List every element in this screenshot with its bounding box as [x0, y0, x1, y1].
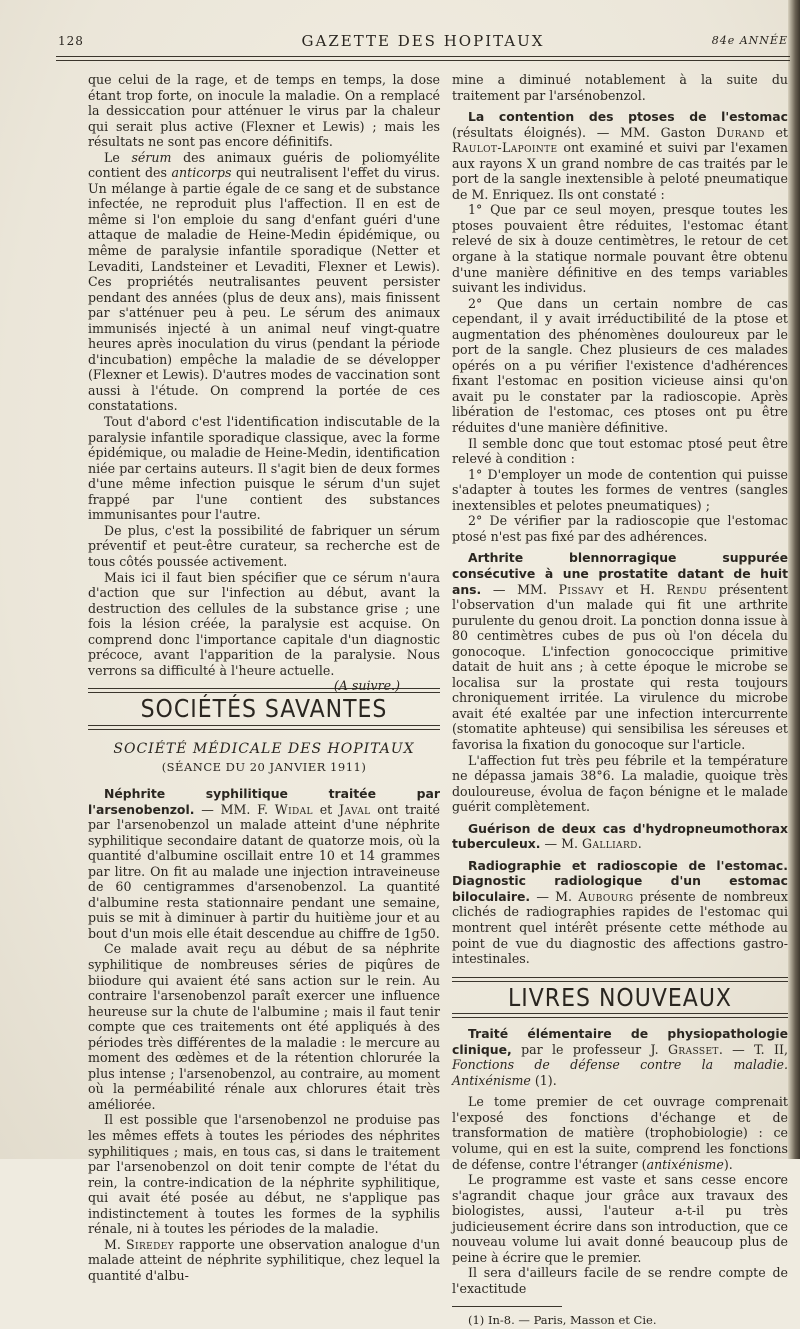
article-title: Néphrite syphilitique traitée par l'arsenobenzol.: [88, 785, 440, 817]
article-title: Guérison de deux cas d'hydropneumothorax tuberculeux.: [452, 820, 788, 852]
paragraph: Mais ici il faut bien spécifier que ce sérum n'aura d'action que sur l'infection au début, avant la destruction des cellules de la substance grise ; une fois la lésion créée, la paralysie est acquise. On comprend donc l'importance capitale d'un diagnostic précoce, avant l'apparition de la paralysie. Nous verrons sa difficulté à l'heure actuelle. (A suivre.): [88, 569, 440, 694]
paragraph: Le sérum des animaux guéris de poliomyélite contient des anticorps qui neutralisent l'effet du virus. Un mélange à partie égale de ce sang et de substance infectée, ne reproduit plus l'affection. Il en est de même si l'on emploie du sang d'enfant guéri d'une attaque de maladie de Heine-Medin épidémique, ou même de paralysie infantile sporadique (Netter et Levaditi, Landsteiner et Levaditi, Flexner et Lewis). Ces propriétés neutralisantes peuvent persister pendant des années (plus de deux ans), mais finissent par s'atténuer peu à peu. Le sérum des animaux immunisés injecté à un animal neuf vingt-quatre heures après inoculation du virus (pendant la période d'incubation) empêche la maladie de se développer (Flexner et Lewis). D'autres modes de vaccination sont aussi à l'étude. On comprend la portée de ces constatations.: [88, 149, 440, 414]
paragraph: Il semble donc que tout estomac ptosé peut être relevé à condition :: [452, 435, 788, 467]
paragraph: mine a diminué notablement à la suite du traitement par l'arsénobenzol.: [452, 72, 788, 103]
footnote: (1) In-8. — Paris, Masson et Cie.: [468, 1313, 657, 1328]
paragraph: Ce malade avait reçu au début de sa néphrite syphilitique de nombreuses séries de piqûres de biiodure qui avaient été sans action sur le rein. Au contraire l'arsenobenzol paraît exercer une influence heureuse sur la chute de l'albumine ; mais il faut tenir compte que ces traitements ont été appliqués à des périodes très différentes de la maladie : le mercure au moment des œdèmes et de la rétention chlorurée la plus intense ; l'arsenobenzol, au contraire, au moment où la perméabilité rénale aux chlorures était très améliorée.: [88, 941, 440, 1112]
paragraph: 1° Que par ce seul moyen, presque toutes les ptoses pouvaient être réduites, l'estomac étant relevé de six à douze centimètres, le retour de cet organe à la statique normale pouvant être obtenu d'une manière définitive en des temps variables suivant les individus.: [452, 202, 788, 296]
article-title: Arthrite blennorragique suppurée consécutive à une prostatite datant de huit ans.: [452, 550, 788, 597]
page-header: [58, 30, 788, 54]
paragraph: Il est possible que l'arsenobenzol ne produise pas les mêmes effets à toutes les périodes des néphrites syphilitiques ; mais, en tous cas, si dans le traitement par l'arsenobenzol on doit tenir compte de l'état du rein, la contre-indication de la néphrite syphilitique, qui avait été posée au début, ne s'applique pas indistinctement à toutes les formes de la syphilis rénale, ni à toutes les périodes de la maladie.: [88, 1112, 440, 1237]
article: Guérison de deux cas d'hydropneumothorax tuberculeux. — M. Galliard.: [452, 820, 788, 852]
paragraph: Le programme est vaste et sans cesse encore s'agrandit chaque jour grâce aux travaux des biologistes, aussi, l'auteur a-t-il pu très judicieusement écrire dans son introduction, que ce nouveau volume lui avait donné beaucoup plus de peine à écrire que le premier.: [452, 1172, 788, 1265]
article: Arthrite blennorragique suppurée consécutive à une prostatite datant de huit ans. — MM. Pissavy et H. Rendu présentent l'observation d'un malade qui fit une arthrite purulente du genou droit. La ponction donna issue à 80 centimètres cubes de pus où l'on décela du gonocoque. L'infection gonococcique primitive datait de huit ans ; à cette époque le microbe se localisa sur la prostate qui resta toujours chroniquement irritée. La virulence du microbe avait été exaltée par une infection intercurrente (stomatite aphteuse) qui sensibilisa les séreuses et favorisa la fixation du gonocoque sur l'article.: [452, 550, 788, 752]
journal-title: GAZETTE DES HOPITAUX: [301, 32, 545, 50]
section-title: LIVRES NOUVEAUX: [508, 983, 732, 1013]
article: Néphrite syphilitique traitée par l'arsenobenzol. — MM. F. Widal et Javal ont traité par l'arsenobenzol un malade atteint d'une néphrite syphilitique secondaire datant de quatorze mois, où la quantité d'albumine oscillait entre 10 et 14 grammes par litre. On fit au malade une injection intraveineuse de 60 centigrammes d'arsenobenzol. La quantité d'albumine resta stationnaire pendant une semaine, puis se mit à diminuer à partir du huitième jour et au bout d'un mois elle était descendue au chiffre de 1g50.: [88, 785, 440, 941]
paragraph: Il sera d'ailleurs facile de se rendre compte de l'exactitude: [452, 1265, 788, 1296]
journal-year: 84e ANNÉE: [711, 34, 788, 47]
article-title: Radiographie et radioscopie de l'estomac. Diagnostic radiologique d'un estomac biloculaire.: [452, 857, 788, 904]
paragraph: Le tome premier de cet ouvrage comprenait l'exposé des fonctions d'échange et de transformation de matière (trophobiologie) : ce volume, qui en est la suite, comprend les fonctions de défense, contre l'étranger (antixénisme).: [452, 1094, 788, 1172]
paragraph: Tout d'abord c'est l'identification indiscutable de la paralysie infantile sporadique classique, avec la forme épidémique, ou maladie de Heine-Medin, identification niée par certains auteurs. Il s'agit bien de deux formes d'une même infection puisque le sérum d'un sujet frappé par l'une contient des substances immunisantes pour l'autre.: [88, 414, 440, 523]
paragraph: De plus, c'est la possibilité de fabriquer un sérum préventif et peut-être curateur, sa recherche est de tous côtés poussée activement.: [88, 522, 440, 569]
section-header: [452, 977, 788, 1019]
paragraph: 1° D'employer un mode de contention qui puisse s'adapter à toutes les formes de ventres (sangles inextensibles et pelotes pneumatiques) ;: [452, 466, 788, 513]
book-review: Traité élémentaire de physiopathologie clinique, par le professeur J. Grasset. — T. II, Fonctions de défense contre la maladie. Antixénisme (1).: [452, 1026, 788, 1088]
book-title: Traité élémentaire de physiopathologie clinique,: [452, 1026, 788, 1057]
article: Radiographie et radioscopie de l'estomac. Diagnostic radiologique d'un estomac biloculaire. — M. Aubourg présente de nombreux clichés de radiographies rapides de l'estomac qui montrent quel intérêt présente cette méthode au point de vue du diagnostic des affections gastro-intestinales.: [452, 857, 788, 967]
left-column: [88, 72, 440, 1283]
paragraph: que celui de la rage, et de temps en temps, la dose étant trop forte, on inocule la maladie. On a remplacé la dessiccation pour atténuer le virus par la chaleur qui serait plus active (Flexner et Lewis) ; mais les résultats ne sont pas encore définitifs.: [88, 72, 440, 150]
footnote-rule: [452, 1306, 562, 1307]
article: La contention des ptoses de l'estomac (résultats éloignés). — MM. Gaston Durand et Raulot-Lapointe ont examiné et suivi par l'examen aux rayons X un grand nombre de cas traités par le port de la sangle inextensible à peloté pneumatique de M. Enriquez. Ils ont constaté :: [452, 109, 788, 202]
paragraph: M. Siredey rapporte une observation analogue d'un malade atteint de néphrite syphilitique, chez lequel la quantité d'albu-: [88, 1236, 440, 1283]
society-name: SOCIÉTÉ MÉDICALE DES HOPITAUX: [113, 740, 415, 757]
page-binding-edge: [788, 0, 800, 1159]
paragraph: 2° De vérifier par la radioscopie que l'estomac ptosé n'est pas fixé par des adhérences.: [452, 513, 788, 544]
session-date: (SÉANCE DU 20 JANVIER 1911): [161, 760, 367, 775]
paragraph: L'affection fut très peu fébrile et la température ne dépassa jamais 38°6. La maladie, quoique très douloureuse, évolua de façon bénigne et le malade guérit complètement.: [452, 752, 788, 815]
section-header: [88, 688, 440, 730]
header-rule: [56, 56, 790, 61]
paragraph: 2° Que dans un certain nombre de cas cependant, il y avait irréductibilité de la ptose et augmentation des phénomènes douloureux par le port de la sangle. Chez plusieurs de ces malades opérés on a pu vérifier l'existence d'adhérences fixant l'estomac en position vicieuse ainsi qu'on avait pu le constater par la radioscopie. Après libération de l'estomac, ces ptoses ont pu être réduites d'une manière définitive.: [452, 295, 788, 436]
section-title: SOCIÉTÉS SAVANTES: [140, 695, 388, 725]
article-title: La contention des ptoses de l'estomac: [468, 109, 788, 125]
to-be-continued: (A suivre.): [333, 678, 400, 694]
right-column: [452, 72, 788, 1329]
page-number: 128: [58, 34, 84, 48]
